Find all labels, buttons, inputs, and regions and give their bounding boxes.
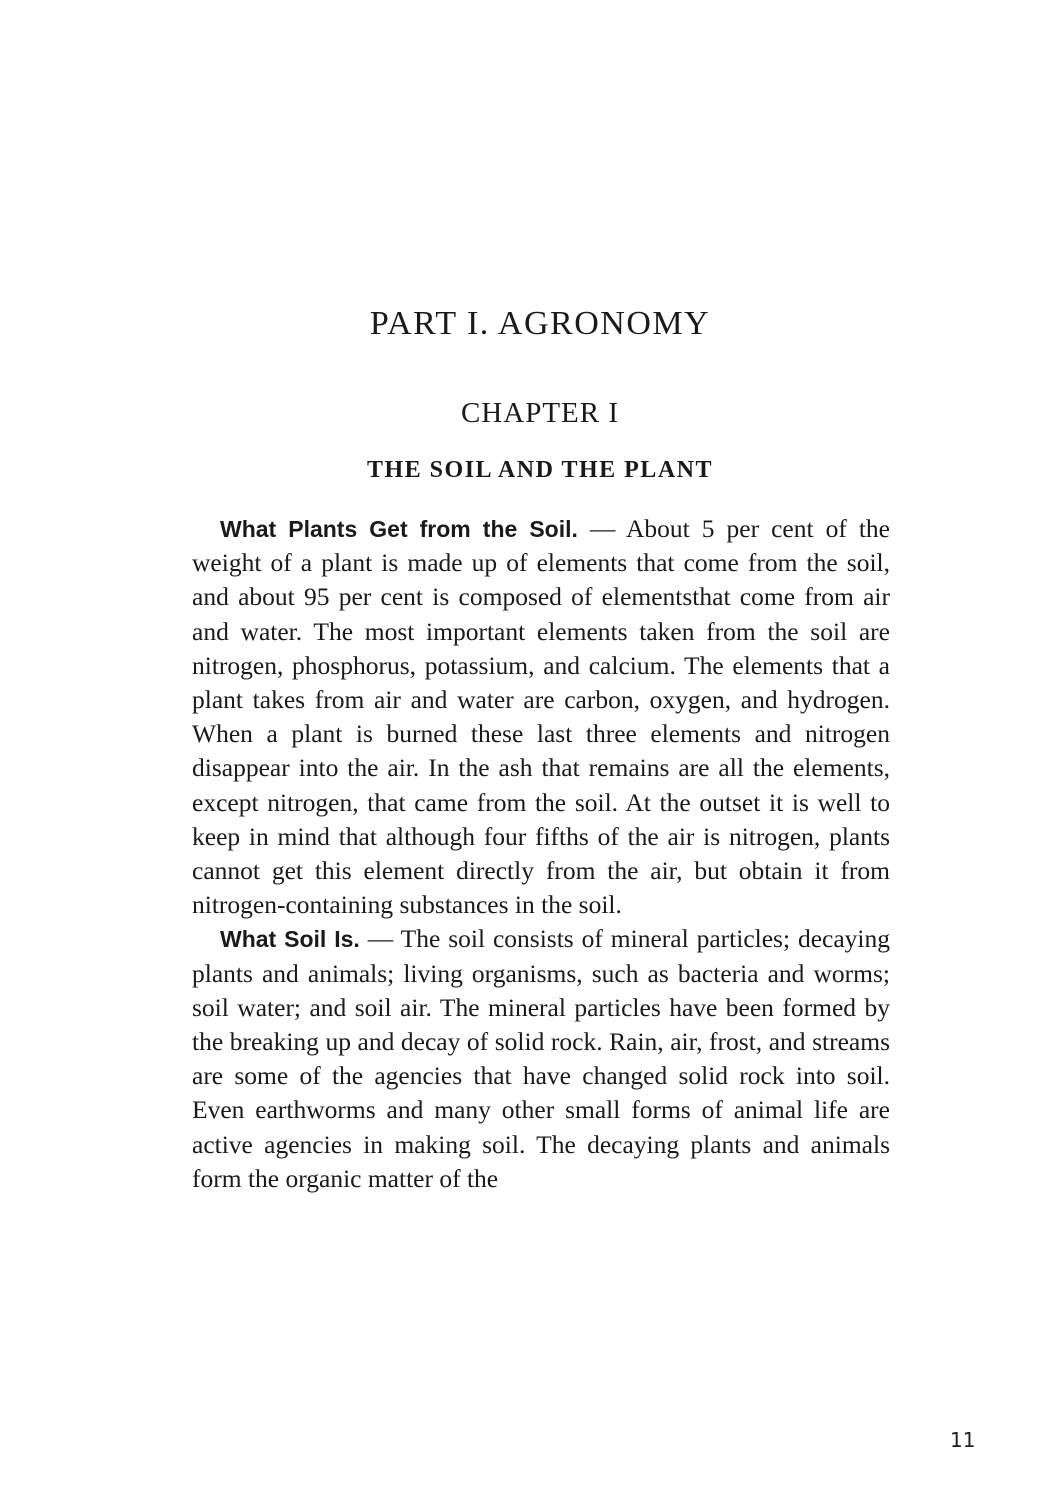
page-number: 11 (950, 1428, 976, 1452)
paragraph-text: — About 5 per cent of the weight of a plant is made up of elements that come from the soil, and about 95 per cent is composed of elementsthat come from air and water. The most important elements taken from the soil are nitrogen, phosphorus, potassium, and calcium. The elements that a plant takes from air and water are carbon, oxygen, and hydrogen. When a plant is burned these last three elements and nitrogen disappear into the air. In the ash that remains are all the elements, except nitrogen, that came from the soil. At the outset it is well to keep in mind that although four fifths of the air is nitrogen, plants cannot get this element directly from the air, but obtain it from nitrogen-containing substances in the soil. (192, 514, 890, 920)
paragraph-heading: What Soil Is. (220, 926, 360, 953)
paragraph-plants-from-soil (192, 512, 890, 922)
chapter-title: CHAPTER I (460, 397, 620, 429)
paragraph-text: — The soil consists of mineral particles; decaying plants and animals; living organisms, such as bacteria and worms; soil water; and soil air. The mineral particles have been formed by the breaking up and decay of solid rock. Rain, air, frost, and streams are some of the agencies that have changed solid rock into soil. Even earthworms and many other small forms of animal life are active agencies in making soil. The decaying plants and animals form the organic matter of the (192, 924, 890, 1193)
body-text (192, 512, 890, 1196)
part-title: PART I. AGRONOMY (369, 305, 711, 342)
paragraph-heading: What Plants Get from the Soil. (220, 516, 578, 542)
chapter-subtitle: THE SOIL AND THE PLANT (367, 457, 713, 483)
paragraph-what-soil-is (192, 922, 890, 1196)
